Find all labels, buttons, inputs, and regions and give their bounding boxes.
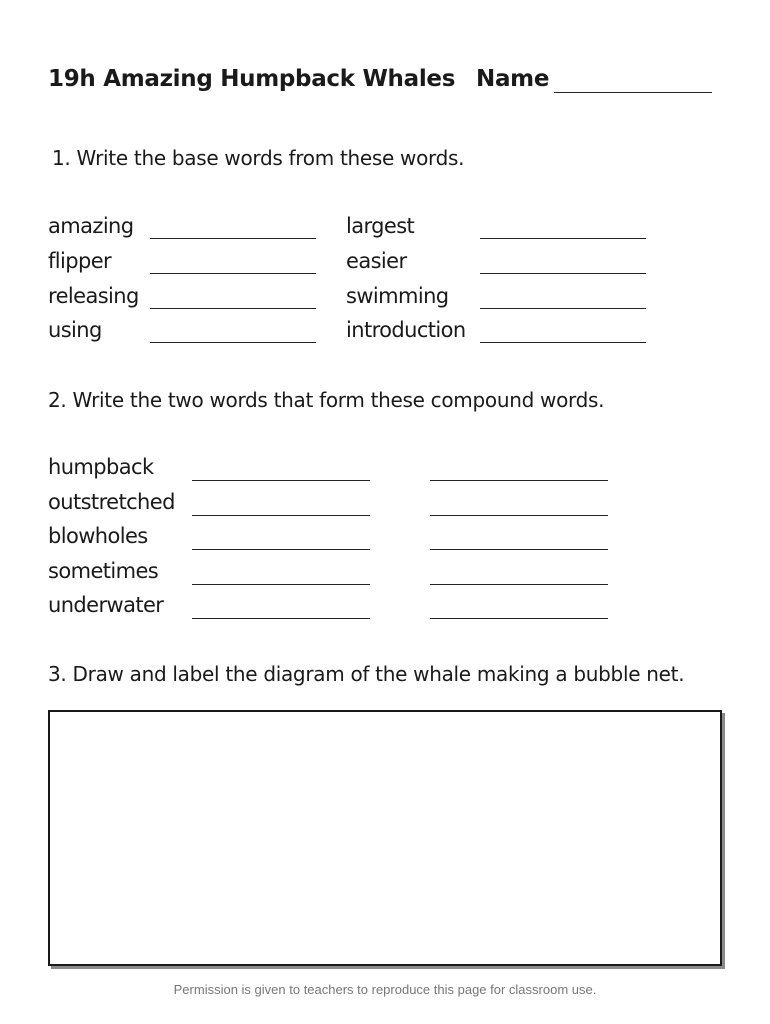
compound-part-blank[interactable] <box>430 584 608 585</box>
base-word-blank[interactable] <box>480 273 646 274</box>
base-word-blank[interactable] <box>150 308 316 309</box>
base-word-blank[interactable] <box>480 342 646 343</box>
base-word-blank[interactable] <box>480 308 646 309</box>
compound-part-blank[interactable] <box>192 480 370 481</box>
compound-word-item: outstretched <box>48 490 175 514</box>
base-word-item: releasing <box>48 284 139 308</box>
worksheet-header <box>48 66 718 100</box>
compound-word-item: underwater <box>48 593 164 617</box>
base-word-item: introduction <box>346 318 466 342</box>
permission-footer: Permission is given to teachers to reproduce this page for classroom use. <box>173 982 597 997</box>
base-word-item: swimming <box>346 284 449 308</box>
compound-part-blank[interactable] <box>192 549 370 550</box>
compound-part-blank[interactable] <box>192 618 370 619</box>
compound-part-blank[interactable] <box>192 584 370 585</box>
base-word-item: using <box>48 318 102 342</box>
base-word-item: largest <box>346 214 415 238</box>
section-1-heading: 1. Write the base words from these words. <box>52 146 465 170</box>
name-label: Name <box>476 66 550 92</box>
worksheet-title: 19h Amazing Humpback Whales <box>48 66 456 92</box>
compound-word-item: blowholes <box>48 524 148 548</box>
compound-word-item: sometimes <box>48 559 159 583</box>
compound-part-blank[interactable] <box>430 549 608 550</box>
name-blank[interactable] <box>554 92 712 93</box>
compound-part-blank[interactable] <box>430 515 608 516</box>
compound-part-blank[interactable] <box>430 480 608 481</box>
base-word-blank[interactable] <box>150 342 316 343</box>
base-word-blank[interactable] <box>150 273 316 274</box>
drawing-area[interactable] <box>48 710 722 966</box>
base-word-item: flipper <box>48 249 112 273</box>
base-word-blank[interactable] <box>480 238 646 239</box>
compound-part-blank[interactable] <box>192 515 370 516</box>
base-word-item: amazing <box>48 214 134 238</box>
section-2-heading: 2. Write the two words that form these compound words. <box>48 388 605 412</box>
base-word-item: easier <box>346 249 407 273</box>
compound-part-blank[interactable] <box>430 618 608 619</box>
base-word-blank[interactable] <box>150 238 316 239</box>
compound-word-item: humpback <box>48 455 154 479</box>
section-3-heading: 3. Draw and label the diagram of the whale making a bubble net. <box>48 662 685 686</box>
